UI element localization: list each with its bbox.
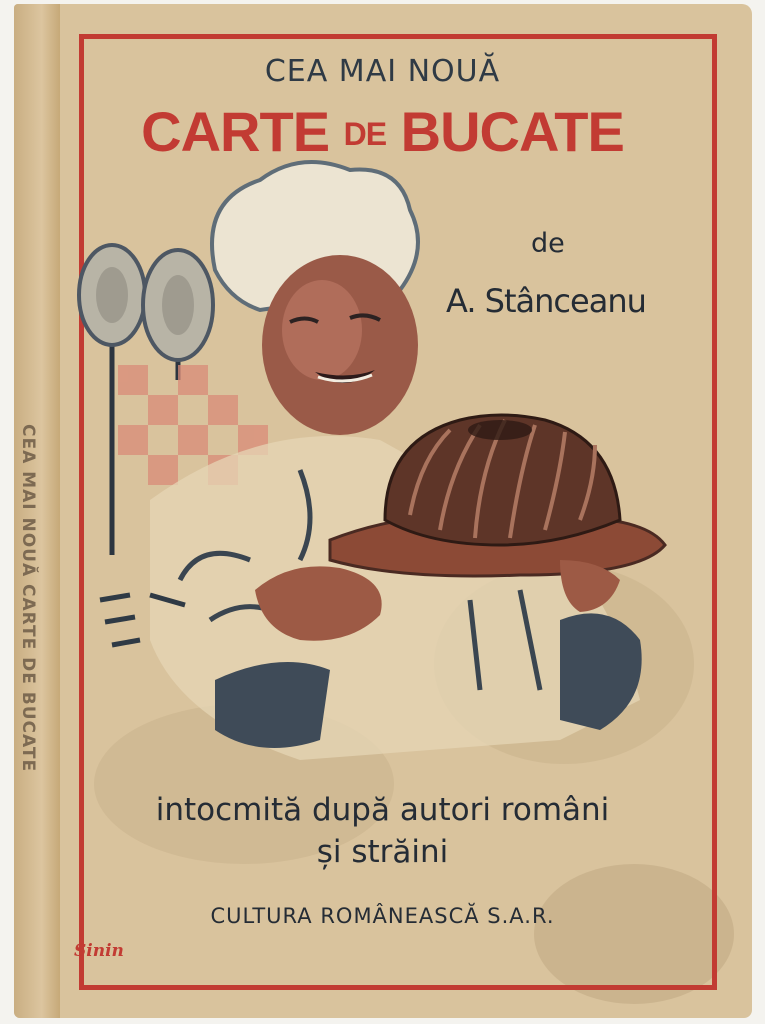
title-word: BUCATE <box>400 100 624 163</box>
title-word-small: DE <box>343 116 387 152</box>
book-title <box>0 99 765 164</box>
title-word: CARTE <box>141 100 330 163</box>
publisher: CULTURA ROMÂNEASCĂ S.A.R. <box>210 904 555 928</box>
ladle-icon <box>79 245 145 555</box>
sleeve <box>560 613 642 730</box>
by-label: de <box>531 228 565 259</box>
artist-signature: Sinin <box>74 941 124 961</box>
ladle-icon <box>143 250 213 380</box>
overline: CEA MAI NOUĂ <box>264 54 501 89</box>
tagline-line: intocmită după autori români <box>155 792 610 828</box>
tagline <box>60 789 705 873</box>
dark-shadow <box>215 662 330 748</box>
author-name: A. Stânceanu <box>446 282 646 320</box>
tagline-line: și străini <box>316 834 449 870</box>
spine-title: CEA MAI NOUĂ CARTE DE BUCATE <box>18 424 38 773</box>
